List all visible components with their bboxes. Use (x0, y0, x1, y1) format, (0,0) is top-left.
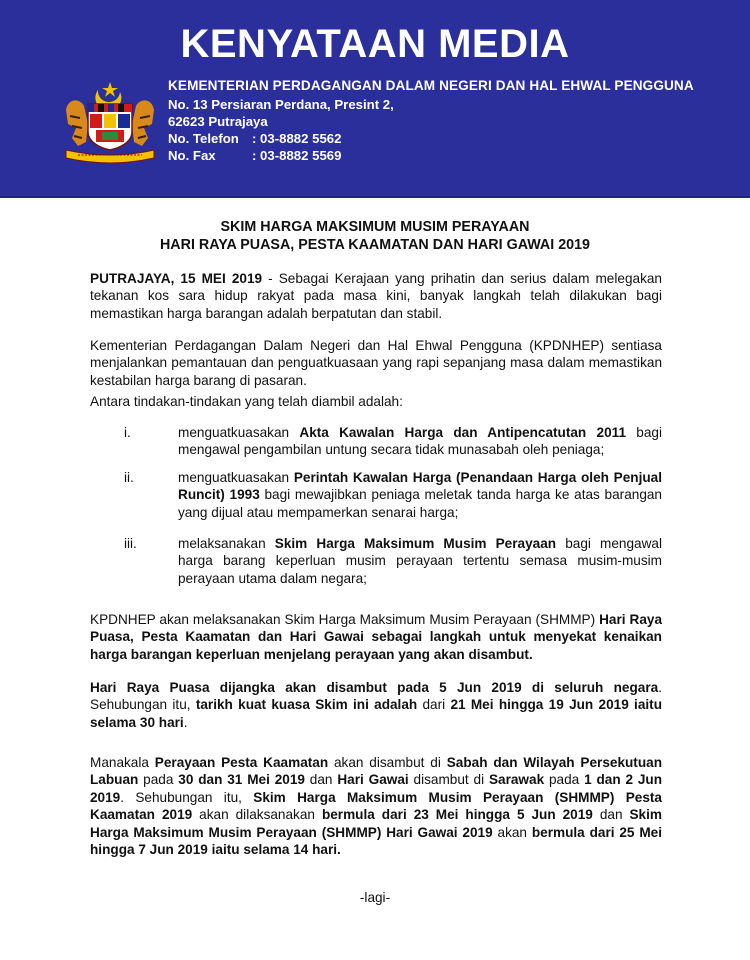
fax-label: No. Fax (168, 148, 216, 163)
paragraph-hari-raya (90, 679, 662, 731)
text-span: disambut di (408, 772, 489, 788)
list-item-post: bagi mengawal pengambilan untung secara tidak munasabah oleh peniaga; (178, 425, 662, 458)
text-span: akan disambut di (328, 755, 447, 770)
shmmp-text: KPDNHEP akan melaksanakan Skim Harga Maksimum Musim Perayaan (SHMMP) (90, 612, 600, 627)
text-span: pada (544, 772, 585, 788)
telephone-row (168, 131, 341, 146)
bold-span: bermula dari 25 Mei hingga 7 Jun 2019 iaitu selama 14 hari. (90, 824, 662, 858)
text-span: akan (492, 824, 532, 840)
list-item (178, 469, 662, 521)
list-item-pre: menguatkuasakan (178, 470, 294, 485)
bold-span: Sarawak (488, 772, 545, 788)
bold-span: Hari Gawai (337, 772, 409, 788)
bold-span: Sabah dan Wilayah Persekutuan Labuan (90, 755, 663, 788)
text-span: pada (138, 772, 179, 788)
fax-row (168, 148, 341, 163)
press-release-title: KENYATAAN MEDIA (180, 22, 570, 66)
fax-value: : 03-8882 5569 (252, 148, 342, 163)
hari-raya-bold: Hari Raya Puasa dijangka akan disambut pada 5 Jun 2019 di seluruh negara (90, 680, 659, 695)
list-item-bold: Perintah Kawalan Harga (Penandaan Harga oleh Penjual Runcit) 1993 (178, 470, 663, 503)
text-span: akan dilaksanakan (192, 807, 322, 823)
letterhead-banner (0, 0, 750, 198)
bold-span: tarikh kuat kuasa Skim ini adalah (195, 697, 418, 713)
paragraph-intro (90, 270, 662, 322)
list-item (178, 535, 662, 587)
list-item-number: i. (124, 425, 131, 440)
list-item-number: ii. (124, 470, 134, 485)
bold-span: 1 dan 2 Jun 2019 (90, 772, 663, 805)
list-item-post: bagi mengawal harga barang keperluan musim perayaan tertentu semasa musim-musim perayaan utama dalam negara; (178, 536, 662, 586)
bold-span: 30 dan 31 Mei 2019 (178, 772, 305, 788)
text-span: dan (304, 772, 338, 788)
list-item-bold: Akta Kawalan Harga dan Antipencatutan 2011 (299, 425, 627, 440)
bold-span: Skim Harga Maksimum Musim Perayaan (SHMMP) Hari Gawai 2019 (90, 807, 662, 840)
dateline: PUTRAJAYA, 15 MEI 2019 (90, 271, 263, 286)
telephone-label: No. Telefon (168, 131, 239, 146)
address-line-2: 62623 Putrajaya (168, 114, 268, 129)
list-item-number: iii. (124, 536, 137, 551)
text-span: dan (592, 807, 630, 823)
text-span: dari (417, 697, 451, 713)
list-item-pre: melaksanakan (178, 536, 275, 551)
document-title-line-2: HARI RAYA PUASA, PESTA KAAMATAN DAN HARI GAWAI 2019 (159, 237, 591, 253)
address-line-1: No. 13 Persiaran Perdana, Presint 2, (168, 97, 394, 112)
list-item-bold: Skim Harga Maksimum Musim Perayaan (274, 536, 557, 551)
list-item-post: bagi mewajibkan peniaga meletak tanda harga ke atas barangan yang dijual atau mempamerkan senarai harga; (178, 487, 662, 520)
text-span: . (183, 714, 188, 730)
text-span: . Sehubungan itu, (90, 680, 662, 713)
malaysia-coat-of-arms-icon (58, 80, 162, 166)
document-title-line-1: SKIM HARGA MAKSIMUM MUSIM PERAYAAN (220, 219, 530, 235)
bold-span: Perayaan Pesta Kaamatan (154, 755, 329, 770)
ministry-name: KEMENTERIAN PERDAGANGAN DALAM NEGERI DAN HAL EHWAL PENGGUNA (168, 78, 694, 93)
list-item (178, 424, 662, 459)
bold-span: bermula dari 23 Mei hingga 5 Jun 2019 (321, 807, 593, 823)
intro-text: - Sebagai Kerajaan yang prihatin dan serius dalam melegakan tekanan kos sara hidup rakyat pada masa kini, banyak langkah telah dilakukan bagi memastikan harga barangan adalah berpatutan dan stabil. (90, 271, 662, 321)
text-span: . Sehubungan itu, (120, 789, 254, 805)
list-item-pre: menguatkuasakan (178, 425, 300, 440)
shmmp-bold-text: Hari Raya Puasa, Pesta Kaamatan dan Hari Gawai sebagai langkah untuk menyekat kenaikan harga barangan keperluan menjelang perayaan yang akan disambut. (90, 612, 662, 662)
paragraph-kpdnhep: Kementerian Perdagangan Dalam Negeri dan Hal Ehwal Pengguna (KPDNHEP) sentiasa menjalankan pemantauan dan penguatkuasaan yang rapi sepanjang masa dalam memastikan kestabilan harga barang di pasaran. (90, 338, 662, 388)
paragraph-shmmp (90, 611, 662, 663)
bold-span: Skim Harga Maksimum Musim Perayaan (SHMMP) Pesta Kaamatan 2019 (90, 789, 662, 823)
paragraph-actions-lead: Antara tindakan-tindakan yang telah diambil adalah: (90, 394, 403, 409)
text-span: Manakala (90, 755, 155, 770)
bold-span: 21 Mei hingga 19 Jun 2019 iaitu selama 30 hari (90, 697, 662, 730)
continued-marker: -lagi- (359, 890, 391, 905)
telephone-value: : 03-8882 5562 (252, 131, 342, 146)
paragraph-kaamatan-gawai (90, 754, 662, 858)
